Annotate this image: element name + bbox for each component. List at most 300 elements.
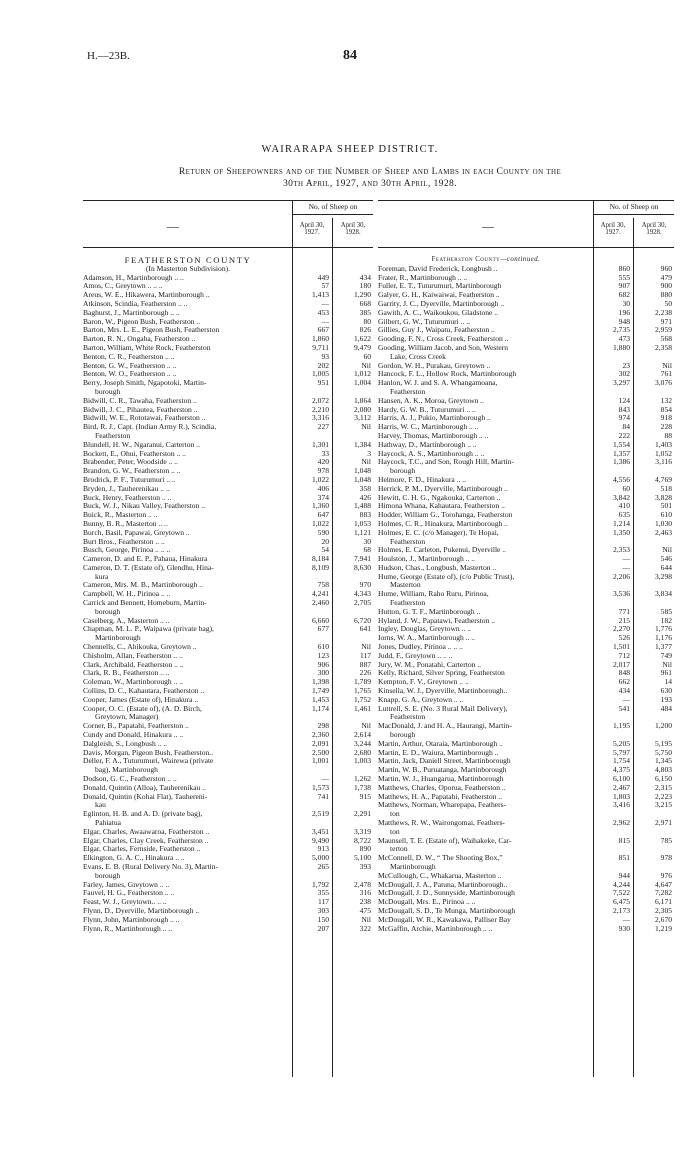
sheep-1927: 410 bbox=[618, 501, 630, 511]
sheep-1927: 1,360 bbox=[312, 501, 329, 511]
sheep-1927: 60 bbox=[622, 483, 630, 493]
sheep-1928: 434 bbox=[359, 272, 371, 282]
owner-name: Campbell, W. H., Pirinoa .. .. bbox=[83, 590, 171, 599]
owner-name: Hume, George (Estate of), (c/o Public Trust), bbox=[378, 572, 515, 581]
sheep-1928: 322 bbox=[359, 923, 371, 933]
sheep-1927: — bbox=[622, 554, 630, 564]
section-title bbox=[378, 256, 594, 265]
sheep-1928: 30 bbox=[363, 536, 371, 546]
owner-name: Knapp, G. A., Greytown .. .. bbox=[378, 695, 464, 704]
owner-name: Hathway, D., Martinborough .. .. bbox=[378, 440, 477, 449]
owner-name: Caselberg, A., Masterton .. .. bbox=[83, 616, 170, 625]
document-title: WAIRARAPA SHEEP DISTRICT. bbox=[261, 144, 439, 155]
owner-name: Hardy, G. W. B., Tuturumuri .. .. bbox=[378, 405, 476, 414]
sheep-1928: 1,052 bbox=[655, 448, 672, 458]
sheep-1928: 2,080 bbox=[354, 404, 371, 414]
sheep-1928: 546 bbox=[660, 554, 672, 564]
owner-name: Bunny, B. R., Masterton .. .. bbox=[83, 519, 168, 528]
sheep-1928: 4,803 bbox=[655, 765, 672, 775]
sheep-1927: 4,556 bbox=[613, 474, 630, 484]
owner-name: Donald, Quintin (Kohai Flat), Tauhereni- bbox=[83, 792, 208, 801]
owner-name: Barton, Mrs. L. E., Pigeon Bush, Featherston bbox=[83, 326, 220, 335]
sheep-1928: 976 bbox=[660, 870, 672, 880]
owner-name: Hodder, William G., Torohanga, Featherston bbox=[378, 511, 513, 520]
owner-name: kau bbox=[95, 801, 106, 810]
owner-name: Matthews, R. W., Wairongomai, Feathers- bbox=[378, 819, 505, 827]
sheep-1927: 1,022 bbox=[312, 518, 329, 528]
owner-name: Amos, C., Greytown .. .. .. bbox=[83, 282, 163, 291]
owner-name: Flynn, R., Martinborough .. .. bbox=[83, 924, 173, 933]
document-subtitle bbox=[70, 166, 670, 190]
sheep-1927: 758 bbox=[317, 580, 329, 590]
sheep-1928: 1,752 bbox=[354, 694, 371, 704]
sheep-1928: 978 bbox=[660, 853, 672, 863]
owner-name: Eglinton, H. B. and A. D. (private bag), bbox=[83, 810, 203, 819]
sheep-1927: 355 bbox=[317, 888, 329, 898]
section-title-text: Featherston County bbox=[431, 256, 501, 263]
sheep-1927: 677 bbox=[317, 624, 329, 634]
owner-name: Bryden, J., Tauherenikau .. .. bbox=[83, 484, 170, 493]
sheep-1927: 647 bbox=[317, 510, 329, 520]
table-row bbox=[83, 625, 373, 634]
table-row bbox=[83, 757, 373, 766]
sheep-1927: 1,754 bbox=[613, 756, 630, 766]
sheep-1927: 6,660 bbox=[312, 615, 329, 625]
sheep-1927: 434 bbox=[618, 686, 630, 696]
section-subtitle: (In Masterton Subdivision). bbox=[145, 263, 231, 273]
sheep-1927: 682 bbox=[618, 290, 630, 300]
owner-name: Elgar, Charles, Clay Creek, Featherston .. bbox=[83, 836, 209, 845]
table-row bbox=[83, 388, 373, 397]
owner-name: Hutton, G. T. F., Martinborough .. bbox=[378, 607, 481, 616]
sheep-1928: 961 bbox=[660, 668, 672, 678]
table-row bbox=[83, 845, 373, 854]
sheep-1928: 1,048 bbox=[354, 466, 371, 476]
sheep-1927: 741 bbox=[317, 791, 329, 801]
sheep-1928: 50 bbox=[664, 298, 672, 308]
sheep-1927: 302 bbox=[618, 369, 630, 379]
sheep-1928: 5,750 bbox=[655, 747, 672, 757]
table-row bbox=[83, 573, 373, 582]
sheep-1928: 3,215 bbox=[655, 800, 672, 810]
owner-name: Herrick, P. M., Dyerville, Martinborough .. bbox=[378, 484, 508, 493]
owner-name: Hanlon, W. J. and S. A. Whangamoana, bbox=[378, 379, 498, 388]
sheep-1927: 913 bbox=[317, 844, 329, 854]
sheep-1927: 1,413 bbox=[312, 290, 329, 300]
owner-name: Brandon, G. W., Featherston .. .. bbox=[83, 467, 181, 476]
table-row bbox=[83, 722, 373, 731]
sheep-1928: 668 bbox=[359, 298, 371, 308]
sheep-1927: — bbox=[321, 316, 329, 326]
owner-name: McConnell, D. W., “ The Shooting Box,” bbox=[378, 854, 503, 863]
sheep-1927: 265 bbox=[317, 861, 329, 871]
table-row bbox=[83, 520, 373, 529]
sheep-1928: 1,461 bbox=[354, 703, 371, 713]
sheep-1927: 117 bbox=[317, 897, 329, 907]
sheep-1928: 1,053 bbox=[354, 518, 371, 528]
owner-name: Bidwill, J. C., Pihautea, Featherston .. bbox=[83, 405, 198, 414]
owner-name: borough bbox=[95, 607, 121, 616]
page-number: 84 bbox=[343, 48, 357, 63]
owner-name: McDougall, J. D., Sunnyside, Martinborough bbox=[378, 889, 515, 898]
owner-name: Cameron, Mrs. M. B., Martinborough .. bbox=[83, 581, 203, 590]
owner-name: Bird, R. J., Capt. (Indian Army R.), Scindia, bbox=[83, 423, 217, 432]
sheep-1927: 2,735 bbox=[613, 325, 630, 335]
sheep-1927: 215 bbox=[618, 615, 630, 625]
table-row bbox=[83, 661, 373, 670]
table-row bbox=[83, 590, 373, 599]
sheep-1928: 1,488 bbox=[354, 501, 371, 511]
sheep-1927: 2,173 bbox=[613, 905, 630, 915]
table-row bbox=[83, 652, 373, 661]
sheep-1927: 848 bbox=[618, 668, 630, 678]
sheep-1927: 7,522 bbox=[613, 888, 630, 898]
sheep-1928: 880 bbox=[660, 290, 672, 300]
sheep-1928: Nil bbox=[361, 642, 371, 652]
table-row bbox=[83, 511, 373, 520]
owner-name: Gordon, W. H., Purakau, Greytown .. bbox=[378, 361, 491, 370]
owner-name: Iorns, W. A., Martinborough .. .. bbox=[378, 634, 476, 643]
sheep-1927: 2,270 bbox=[613, 624, 630, 634]
sheep-1927: 124 bbox=[618, 395, 630, 405]
sheep-1928: 1,345 bbox=[655, 756, 672, 766]
sheep-1928: 890 bbox=[359, 844, 371, 854]
table-row bbox=[83, 731, 373, 740]
sheep-1928: 2,670 bbox=[655, 914, 672, 924]
sheep-1927: 1,357 bbox=[613, 448, 630, 458]
table-row bbox=[83, 300, 373, 309]
table-row bbox=[83, 441, 373, 450]
sheep-1928: 8,630 bbox=[354, 562, 371, 572]
table-row bbox=[83, 494, 373, 503]
owner-name: Kempton, F. V., Greytown .. .. bbox=[378, 678, 469, 687]
sheep-1928: 3,112 bbox=[354, 413, 371, 423]
sheep-1928: 193 bbox=[660, 694, 672, 704]
owner-name: Coleman, W., Martinborough .. .. bbox=[83, 678, 183, 687]
sheep-1928: 1,403 bbox=[655, 439, 672, 449]
owner-name: Elgar, Charles, Fernside, Featherston .. bbox=[83, 845, 201, 854]
owner-name: Dodson, G. C., Featherston .. .. bbox=[83, 775, 177, 784]
sheep-1928: 132 bbox=[660, 395, 672, 405]
owner-name: Burt Bros., Featherston .. .. bbox=[83, 537, 165, 546]
owner-name: Ingley, Douglas, Greytown .. .. bbox=[378, 625, 471, 634]
owner-name: Benton, W. O., Featherston .. .. bbox=[83, 370, 177, 379]
table-row bbox=[83, 801, 373, 810]
owner-name: Judd, F., Greytown .. .. .. bbox=[378, 651, 453, 660]
sheep-1927: 374 bbox=[317, 492, 329, 502]
table-row bbox=[378, 344, 674, 353]
sheep-1927: 3,451 bbox=[312, 826, 329, 836]
owner-name: Martin, E. D., Waiura, Martinborough .. bbox=[378, 748, 499, 757]
owner-name: Featherston bbox=[390, 599, 426, 608]
sheep-1928: Nil bbox=[662, 659, 672, 669]
sheep-1927: 1,174 bbox=[312, 703, 329, 713]
owner-name: Holmes, C. R., Hinakura, Martinborough .. bbox=[378, 519, 508, 528]
owner-name: Barton, William, White Rock, Featherston bbox=[83, 343, 211, 352]
sheep-1927: 930 bbox=[618, 923, 630, 933]
table-row bbox=[83, 326, 373, 335]
page-ref: H.—23B. bbox=[87, 50, 130, 62]
sheep-1928: 9,479 bbox=[354, 342, 371, 352]
owner-name: Martin, Jack, Daniell Street, Martinborough bbox=[378, 757, 511, 766]
table-header bbox=[83, 200, 373, 248]
sheep-1927: 5,797 bbox=[613, 747, 630, 757]
owner-name: Busch, George, Pirinoa .. .. .. bbox=[83, 546, 171, 555]
table-row bbox=[83, 467, 373, 476]
table-row bbox=[83, 828, 373, 837]
table-row bbox=[83, 907, 373, 916]
sheep-1927: 951 bbox=[317, 378, 329, 388]
owner-name: Corner, B., Papatahi, Featherston .. bbox=[83, 722, 189, 731]
sheep-1927: 6,475 bbox=[613, 897, 630, 907]
table-row bbox=[378, 590, 674, 599]
sheep-1928: 6,720 bbox=[354, 615, 371, 625]
sheep-1928: 854 bbox=[660, 404, 672, 414]
sheep-1928: 2,315 bbox=[655, 782, 672, 792]
table-row bbox=[83, 687, 373, 696]
sheep-1927: 815 bbox=[618, 835, 630, 845]
owner-name: Areus, W. E., Hikawera, Martinborough .. bbox=[83, 291, 210, 300]
owner-name: Buck, Henry, Featherston .. .. bbox=[83, 493, 172, 502]
sheep-1927: 2,962 bbox=[613, 818, 630, 827]
owner-name: Donald, Quintin (Alloa), Tauherenikau .. bbox=[83, 783, 206, 792]
owner-name: Martin, W. J., Huangarua, Martinborough bbox=[378, 775, 504, 784]
sheep-1927: 1,214 bbox=[613, 518, 630, 528]
sheep-1928: 5,100 bbox=[354, 853, 371, 863]
table-row bbox=[378, 573, 674, 582]
sheep-1928: 2,305 bbox=[655, 905, 672, 915]
sheep-1927: 843 bbox=[618, 404, 630, 414]
sheep-1928: 2,223 bbox=[655, 791, 672, 801]
owner-name: Harris, A. J., Pukio, Martinborough .. bbox=[378, 414, 491, 423]
table-row bbox=[83, 555, 373, 564]
owner-column-dash: — bbox=[167, 219, 179, 233]
sheep-1928: 641 bbox=[359, 624, 371, 634]
col-1927-header: April 30, 1927. bbox=[600, 222, 626, 237]
table-row bbox=[83, 291, 373, 300]
owner-name: Galyer, G. H., Kaiwaiwai, Featherston .. bbox=[378, 291, 500, 300]
sheep-1928: 2,614 bbox=[354, 730, 371, 740]
sheep-1927: 2,072 bbox=[312, 395, 329, 405]
sheep-1928: 3,834 bbox=[655, 589, 672, 599]
owner-name: Bidwill, W. E., Rototawai, Featherston .. bbox=[83, 414, 206, 423]
table-row bbox=[83, 476, 373, 485]
section-title: FEATHERSTON COUNTY bbox=[124, 255, 252, 265]
sheep-1927: 1,386 bbox=[613, 457, 630, 467]
sheep-1928: Nil bbox=[361, 457, 371, 467]
table-row bbox=[83, 669, 373, 678]
table-row bbox=[83, 793, 373, 802]
owner-name: Cundy and Donald, Hinakura .. .. bbox=[83, 731, 184, 740]
owner-name: kura bbox=[95, 572, 109, 581]
sheep-1927: 298 bbox=[317, 721, 329, 731]
owner-name: Jones, Dudley, Pirinoa .. .. .. bbox=[378, 643, 463, 652]
owner-name: Gilbert, G. W., Tuturumuri .. .. bbox=[378, 317, 471, 326]
table-row bbox=[83, 485, 373, 494]
sheep-1928: 1,003 bbox=[354, 756, 371, 766]
owner-name: Harris, W. C., Martinborough .. .. bbox=[378, 423, 479, 432]
sheep-1928: 585 bbox=[660, 606, 672, 616]
table-row bbox=[83, 608, 373, 617]
table-row bbox=[83, 872, 373, 881]
owner-name: ton bbox=[390, 827, 400, 836]
owner-name: Houlston, J., Martinborough .. .. bbox=[378, 555, 476, 564]
sheep-1927: 473 bbox=[618, 334, 630, 344]
sheep-1927: 449 bbox=[317, 272, 329, 282]
sheep-1928: 1,622 bbox=[354, 334, 371, 344]
sheep-1927: — bbox=[622, 914, 630, 924]
sheep-1927: 4,241 bbox=[312, 589, 329, 599]
sheep-1927: — bbox=[622, 694, 630, 704]
sheep-1928: 749 bbox=[660, 650, 672, 660]
table-row bbox=[83, 705, 373, 714]
owner-name: Farley, James, Greytown .. .. bbox=[83, 880, 170, 889]
owner-name: bag), Martinborough bbox=[95, 766, 158, 775]
sheep-1928: 1,219 bbox=[655, 923, 672, 933]
sheep-1928: 88 bbox=[664, 430, 672, 440]
col-1928-header: April 30, 1928. bbox=[340, 222, 366, 237]
owner-name: Matthews, Charles, Oporua, Featherston .. bbox=[378, 783, 506, 792]
sheep-1927: 222 bbox=[618, 430, 630, 440]
owner-name: Hansen, A. K., Moroa, Greytown .. bbox=[378, 396, 485, 405]
owner-name: McDougall, S. D., Te Munga, Martinborough bbox=[378, 906, 516, 915]
sheep-1927: 6,100 bbox=[613, 774, 630, 784]
owner-name: McCullough, C., Whakarua, Masterton .. bbox=[378, 871, 502, 880]
sheep-1928: 518 bbox=[660, 483, 672, 493]
owner-name: Evans, E. B. (Rural Delivery No. 3), Martin- bbox=[83, 862, 218, 871]
table-row bbox=[83, 335, 373, 344]
sheep-1927: 907 bbox=[618, 281, 630, 291]
sheep-1928: 1,030 bbox=[655, 518, 672, 528]
owner-name: Pahiatua bbox=[95, 819, 121, 827]
sheep-1927: 635 bbox=[618, 510, 630, 520]
table-row bbox=[83, 502, 373, 511]
sheep-1927: 771 bbox=[618, 606, 630, 616]
sheep-1927: 33 bbox=[321, 448, 329, 458]
sheep-1927: 2,360 bbox=[312, 730, 329, 740]
owner-name: Kelly, Richard, Silver Spring, Featherston bbox=[378, 669, 505, 678]
sheep-1927: 406 bbox=[317, 483, 329, 493]
owner-name: Maunsell, T. E. (Estate of), Waihakeke, Car- bbox=[378, 836, 512, 845]
sheep-1927: 948 bbox=[618, 316, 630, 326]
table-row bbox=[83, 863, 373, 872]
sheep-1928: 3,076 bbox=[655, 378, 672, 388]
sheep-1927: 851 bbox=[618, 853, 630, 863]
table-row bbox=[378, 801, 674, 810]
sheep-1927: — bbox=[321, 774, 329, 784]
table-row bbox=[83, 775, 373, 784]
owner-name: MacDonald, J. and H. A., Haurangi, Martin- bbox=[378, 722, 512, 731]
sheep-1928: 60 bbox=[363, 351, 371, 361]
owner-name: Hume, William, Raho Ruru, Pirinoa, bbox=[378, 590, 489, 599]
table-row bbox=[83, 854, 373, 863]
owner-name: Baron, W., Pigeon Bush, Featherston .. bbox=[83, 317, 201, 326]
table-row bbox=[83, 889, 373, 898]
sheep-1928: 1,290 bbox=[354, 290, 371, 300]
table-row bbox=[83, 353, 373, 362]
sheep-1927: 93 bbox=[321, 351, 329, 361]
sheep-1927: 2,206 bbox=[613, 571, 630, 581]
right-table-body bbox=[378, 256, 674, 933]
sheep-1927: 1,880 bbox=[613, 342, 630, 352]
table-row bbox=[378, 925, 674, 934]
sheep-1928: 2,463 bbox=[655, 527, 672, 537]
owner-name: Greytown, Manager) bbox=[95, 713, 159, 722]
owner-name: McDougall, Mrs. E., Pirinoa .. .. bbox=[378, 898, 476, 907]
owner-name: Kinsella, W. J., Dyerville, Martinborough.. bbox=[378, 687, 508, 696]
owner-name: Baghurst, J., Martinborough .. .. bbox=[83, 308, 180, 317]
owner-name: Blundell, H. W., Ngaranui, Carterton .. bbox=[83, 440, 200, 449]
sheep-1927: 2,091 bbox=[312, 738, 329, 748]
sheep-1928: 1,262 bbox=[354, 774, 371, 784]
owner-name: Chisholm, Allan, Featherston .. .. bbox=[83, 651, 183, 660]
sheep-1927: 5,000 bbox=[312, 853, 329, 863]
sheep-1928: 1,004 bbox=[354, 378, 371, 388]
owner-name: Gillies, Guy J., Waipatu, Featherston .. bbox=[378, 326, 495, 335]
sheep-1927: 84 bbox=[622, 422, 630, 432]
sheep-1928: 4,769 bbox=[655, 474, 672, 484]
owner-name: Masterton bbox=[390, 581, 421, 590]
sheep-1927: 2,460 bbox=[312, 598, 329, 608]
owner-name: Fauvel, H. G., Featherston .. .. bbox=[83, 889, 175, 898]
owner-name: Frater, R., Martinborough .. .. bbox=[378, 273, 468, 282]
owner-name: Helmore, F. D., Hinakura .. .. bbox=[378, 475, 467, 484]
sheep-1928: 918 bbox=[660, 413, 672, 423]
table-row bbox=[83, 581, 373, 590]
sheep-1928: 4,647 bbox=[655, 879, 672, 889]
sheep-1927: 2,519 bbox=[312, 809, 329, 819]
col-1927-header: April 30, 1927. bbox=[299, 222, 325, 237]
table-row bbox=[83, 617, 373, 626]
section-title-cont: —continued. bbox=[500, 256, 541, 263]
sheep-1928: 6,150 bbox=[655, 774, 672, 784]
sheep-1927: 5,205 bbox=[613, 738, 630, 748]
table-row bbox=[83, 414, 373, 423]
owner-name: Featherston bbox=[390, 387, 426, 396]
sheep-1928: 238 bbox=[359, 897, 371, 907]
sheep-1928: 226 bbox=[359, 668, 371, 678]
owner-name: Cooper, James (Estate of), Hinakura .. bbox=[83, 695, 199, 704]
owner-name: Dalgleish, S., Longbush .. .. bbox=[83, 739, 168, 748]
sheep-1928: 2,291 bbox=[354, 809, 371, 819]
sheep-1928: Nil bbox=[662, 360, 672, 370]
sheep-1928: 228 bbox=[660, 422, 672, 432]
sheep-1927: 1,501 bbox=[613, 642, 630, 652]
table-row bbox=[83, 784, 373, 793]
owner-name: borough bbox=[95, 387, 121, 396]
table-row bbox=[83, 634, 373, 643]
owner-name: Flynn, John, Martinborough .. .. bbox=[83, 915, 180, 924]
sheep-1927: 1,001 bbox=[312, 756, 329, 766]
table-row bbox=[83, 925, 373, 934]
owner-name: Luttrell, S. E. (No. 3 Rural Mail Delivery), bbox=[378, 704, 508, 713]
sheep-1928: 7,941 bbox=[354, 554, 371, 564]
owner-name: Gawith, A. C., Waikoukou, Gladstone .. bbox=[378, 308, 498, 317]
sheep-1928: 761 bbox=[660, 369, 672, 379]
sheep-1927: 1,022 bbox=[312, 474, 329, 484]
owner-name: Martin, Arthur, Otaraia, Martinborough .. bbox=[378, 739, 503, 748]
owner-name: Atkinson, Scindia, Featherston .. .. bbox=[83, 299, 188, 308]
table-row bbox=[83, 678, 373, 687]
sheep-1928: 3,116 bbox=[655, 457, 672, 467]
table-header bbox=[378, 200, 674, 248]
table-row bbox=[378, 819, 674, 828]
sheep-1927: 1,573 bbox=[312, 782, 329, 792]
sheep-1928: 7,282 bbox=[655, 888, 672, 898]
sheep-1927: 610 bbox=[317, 642, 329, 652]
sheep-1927: 2,210 bbox=[312, 404, 329, 414]
sheep-1928: 2,238 bbox=[655, 307, 672, 317]
